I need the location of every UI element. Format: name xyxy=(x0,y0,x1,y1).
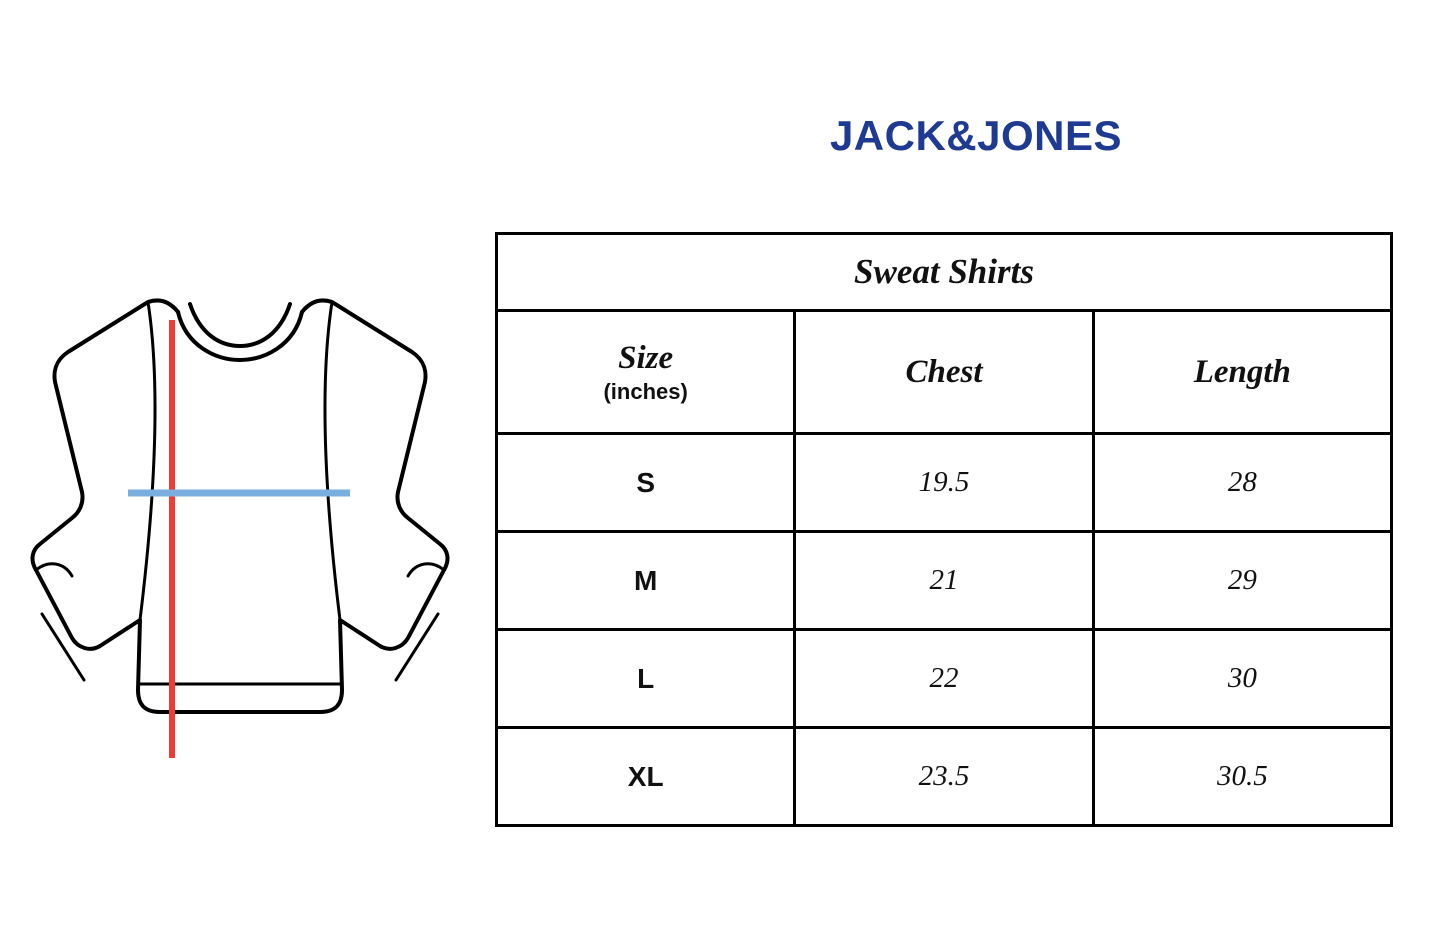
table-header-row xyxy=(497,311,1392,434)
header-size xyxy=(497,311,795,434)
cell-size: S xyxy=(497,434,795,532)
table-title-row xyxy=(497,234,1392,311)
cell-chest: 22 xyxy=(795,630,1093,728)
cell-chest: 21 xyxy=(795,532,1093,630)
header-chest: Chest xyxy=(795,311,1093,434)
cell-chest: 19.5 xyxy=(795,434,1093,532)
cell-length: 30.5 xyxy=(1093,728,1391,826)
table-title: Sweat Shirts xyxy=(497,234,1392,311)
cell-size: L xyxy=(497,630,795,728)
table-row xyxy=(497,728,1392,826)
brand-title: JACK&JONES xyxy=(829,112,1123,159)
sweatshirt-illustration xyxy=(20,260,460,790)
cell-length: 28 xyxy=(1093,434,1391,532)
size-chart-table xyxy=(495,232,1393,827)
header-length: Length xyxy=(1093,311,1391,434)
table-row xyxy=(497,532,1392,630)
table-row xyxy=(497,630,1392,728)
header-size-unit: (inches) xyxy=(603,378,688,404)
cell-length: 29 xyxy=(1093,532,1391,630)
cell-size: M xyxy=(497,532,795,630)
cell-length: 30 xyxy=(1093,630,1391,728)
table-row xyxy=(497,434,1392,532)
header-size-label: Size xyxy=(618,339,674,376)
cell-size: XL xyxy=(497,728,795,826)
cell-chest: 23.5 xyxy=(795,728,1093,826)
